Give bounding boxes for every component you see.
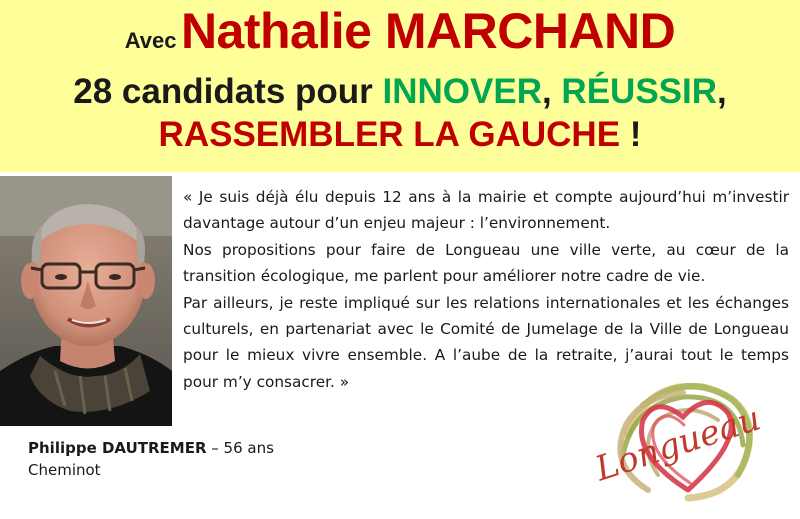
avec-label: Avec — [124, 28, 177, 53]
slogan-rassembler: RASSEMBLER LA GAUCHE — [158, 115, 621, 154]
slogan-separator: , — [717, 72, 727, 111]
slogan-exclamation: ! — [620, 115, 642, 154]
candidate-fullname: Philippe DAUTREMER — [28, 439, 207, 457]
quote-paragraph: Par ailleurs, je reste impliqué sur les relations internationales et les échanges culturels, en partenariat avec le Comité de Jumelage de la Ville de Longueau pour le mieux vivre ensemble. A l’aube de la retraite, j’aurai tout le temps pour m’y consacrer. » — [183, 293, 789, 391]
logo-text: Longueau — [590, 398, 766, 490]
longueau-logo — [588, 365, 768, 510]
candidate-photo — [0, 176, 172, 426]
slogan-separator: , — [541, 72, 562, 111]
quote-paragraph: Nos propositions pour faire de Longueau une ville verte, au cœur de la transition écologique, me parlent pour améliorer notre cadre de vie. — [183, 240, 789, 286]
candidate-info — [28, 437, 274, 481]
candidate-age: – 56 ans — [206, 439, 274, 457]
candidate-name-age — [28, 437, 274, 459]
slogan-word-reussir: RÉUSSIR — [561, 72, 718, 111]
portrait-image — [0, 176, 172, 426]
candidate-job: Cheminot — [28, 461, 101, 479]
candidate-quote — [183, 184, 789, 395]
slogan-word-innover: INNOVER — [382, 72, 542, 111]
slogan-prefix: 28 candidats pour — [73, 72, 383, 111]
slogan-line — [0, 72, 800, 112]
slogan-line-2 — [0, 115, 800, 155]
candidate-name: Nathalie MARCHAND — [180, 3, 676, 59]
header-banner — [0, 0, 800, 172]
title-line — [0, 2, 800, 60]
quote-paragraph: « Je suis déjà élu depuis 12 ans à la mairie et compte aujourd’hui m’investir davantage autour d’un enjeu majeur : l’environnement. — [183, 188, 789, 233]
